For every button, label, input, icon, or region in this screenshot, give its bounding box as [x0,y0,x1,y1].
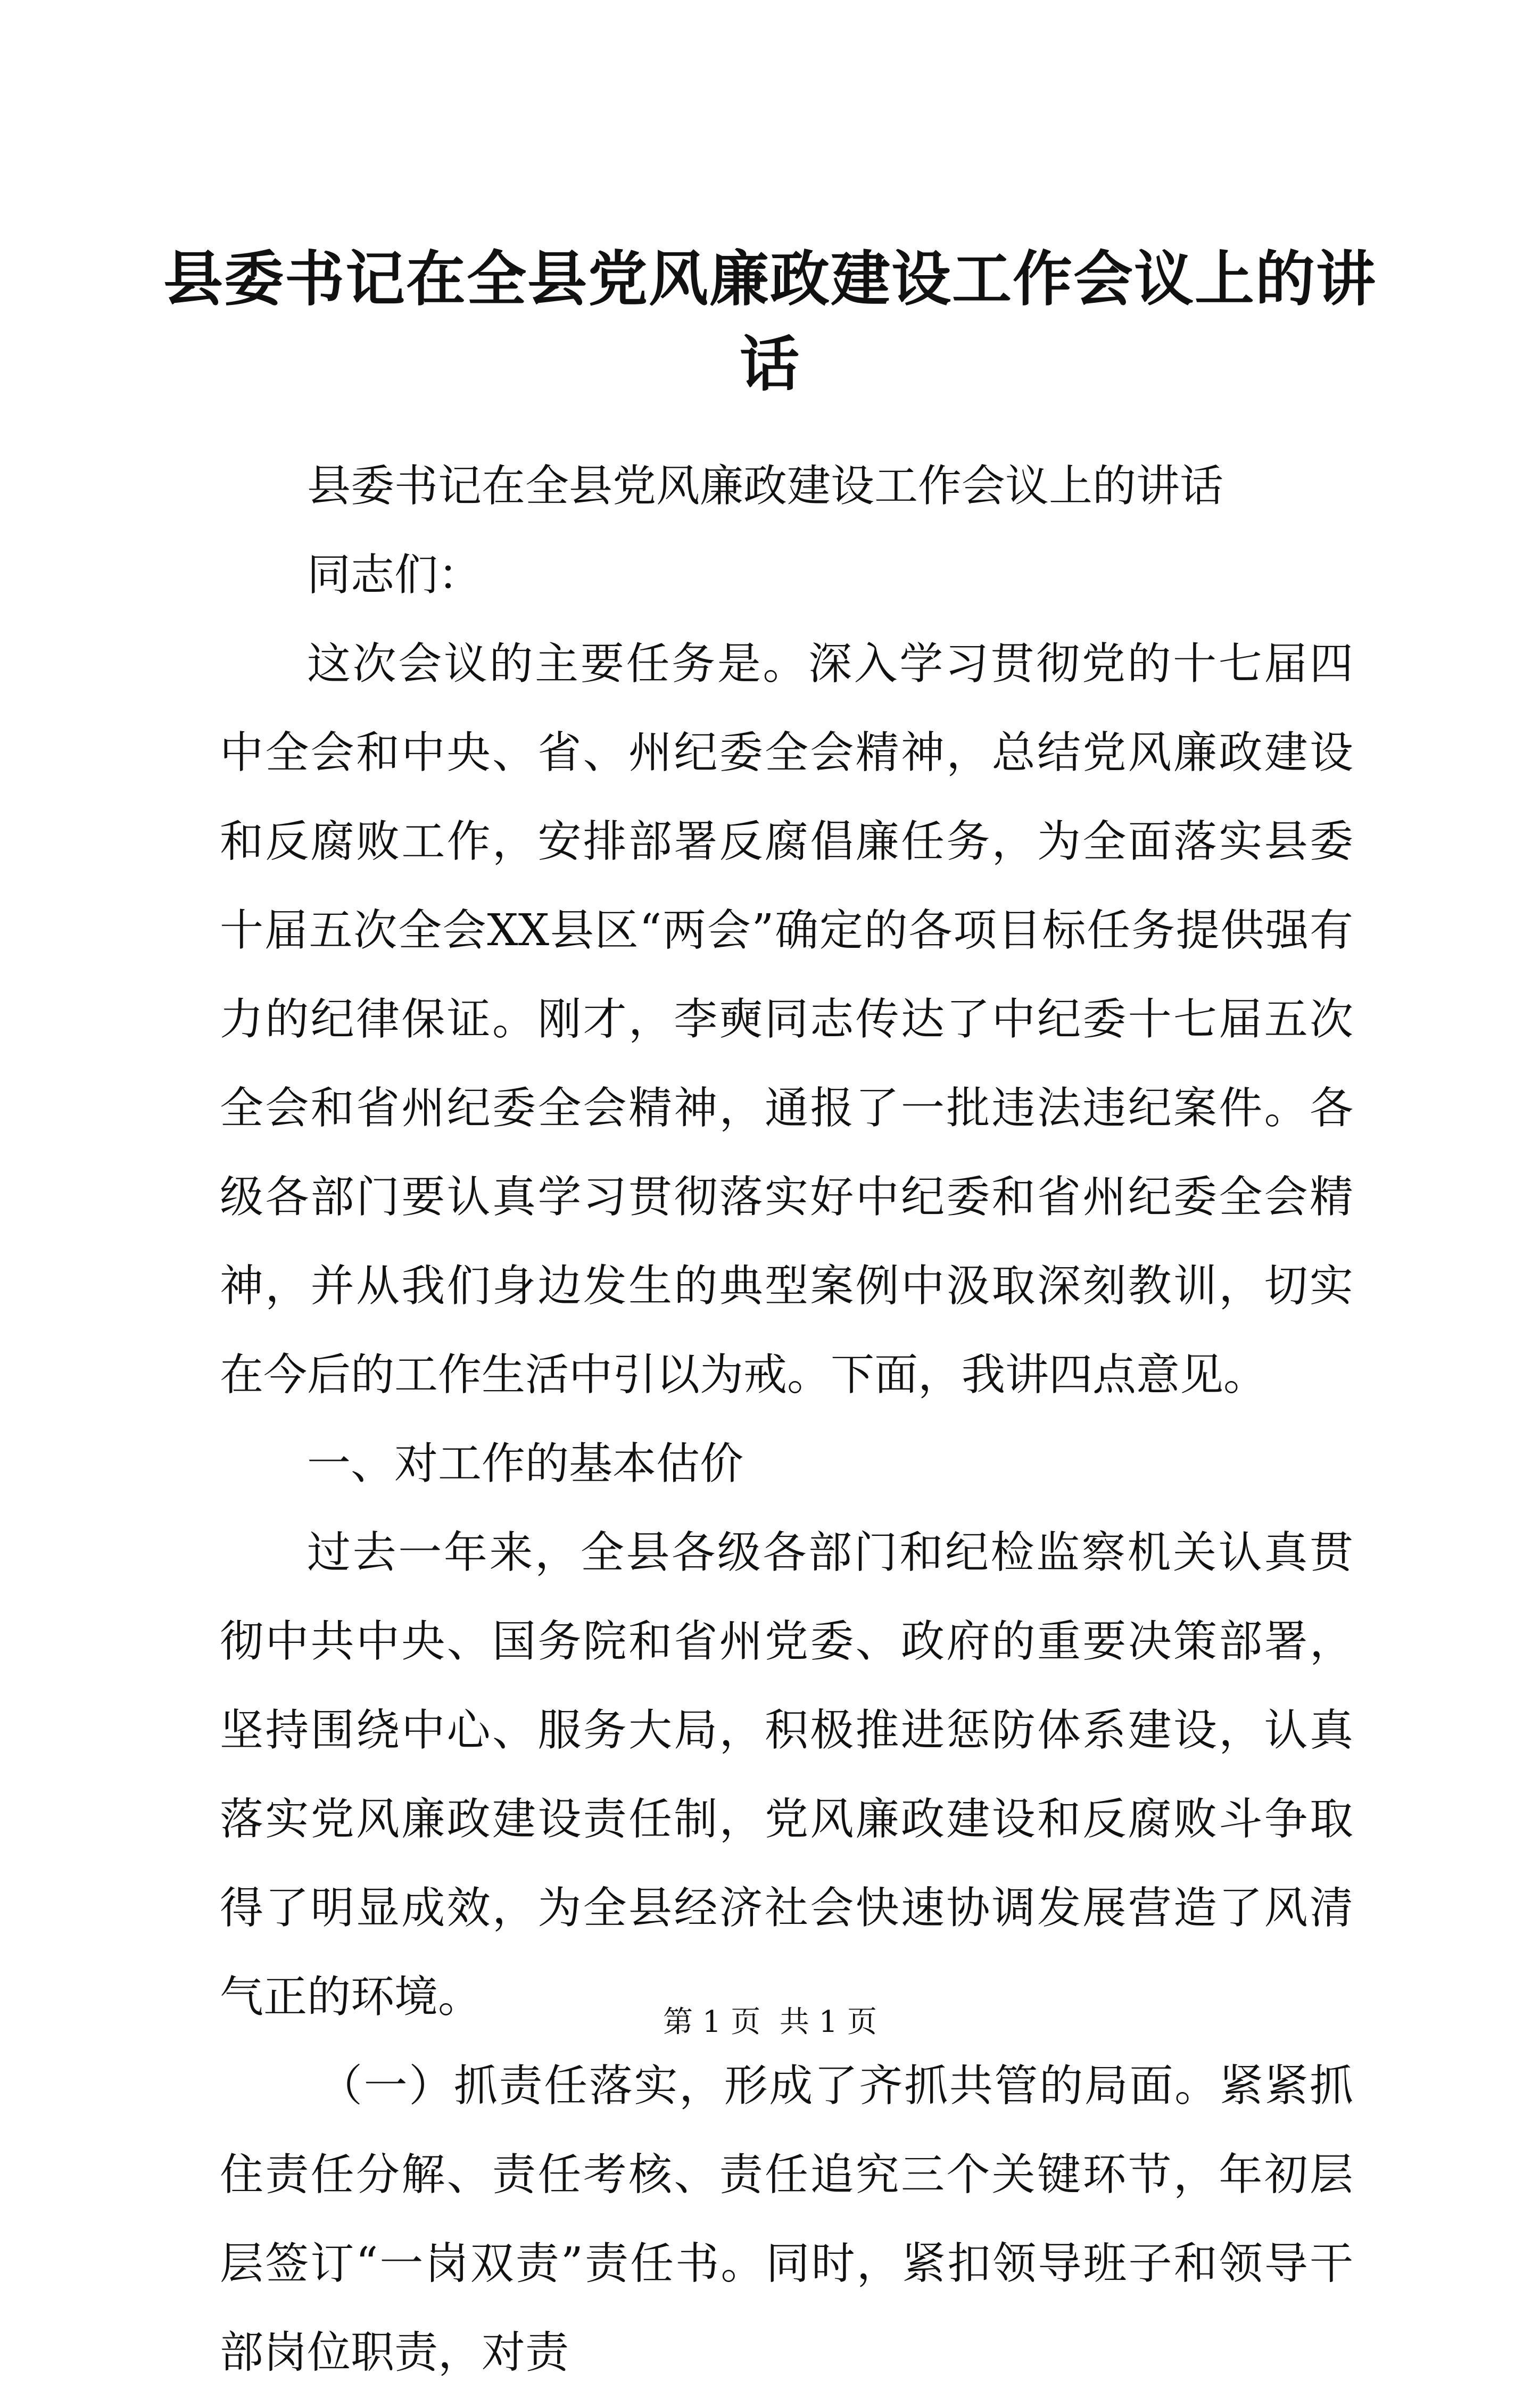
document-title-line-2: 话 [740,329,800,399]
section-heading: 一、对工作的基本估价 [307,1439,744,1489]
document-body [220,442,1353,2397]
document-title-line-1: 县委书记在全县党风廉政建设工作会议上的讲 [163,244,1377,314]
salutation-paragraph: 同志们： [307,550,482,600]
body-paragraph: （一）抓责任落实，形成了齐抓共管的局面。紧紧抓住责任分解、责任考核、责任追究三个关键环节，年初层层签订“一岗双责”责任书。同时，紧扣领导班子和领导干部岗位职责，对责 [220,2061,1353,2378]
subtitle-paragraph: 县委书记在全县党风廉政建设工作会议上的讲话 [307,461,1224,511]
page-footer [0,2001,1540,2044]
body-paragraph: 这次会议的主要任务是。深入学习贯彻党的十七届四中全会和中央、省、州纪委全会精神，总结党风廉政建设和反腐败工作，安排部署反腐倡廉任务，为全面落实县委十届五次全会XX县区“两会”确定的各项目标任务提供强有力的纪律保证。刚才，李奭同志传达了中纪委十七届五次全会和省州纪委全会精神，通报了一批违法违纪案件。各级各部门要认真学习贯彻落实好中纪委和省州纪委全会精神，并从我们身边发生的典型案例中汲取深刻教训，切实在今后的工作生活中引以为戒。下面，我讲四点意见。 [220,639,1353,1400]
page-number: 第 1 页 共 1 页 [663,2005,877,2039]
body-paragraph: 过去一年来，全县各级各部门和纪检监察机关认真贯彻中共中央、国务院和省州党委、政府的重要决策部署，坚持围绕中心、服务大局，积极推进惩防体系建设，认真落实党风廉政建设责任制，党风廉政建设和反腐败斗争取得了明显成效，为全县经济社会快速协调发展营造了风清气正的环境。 [220,1527,1353,2022]
